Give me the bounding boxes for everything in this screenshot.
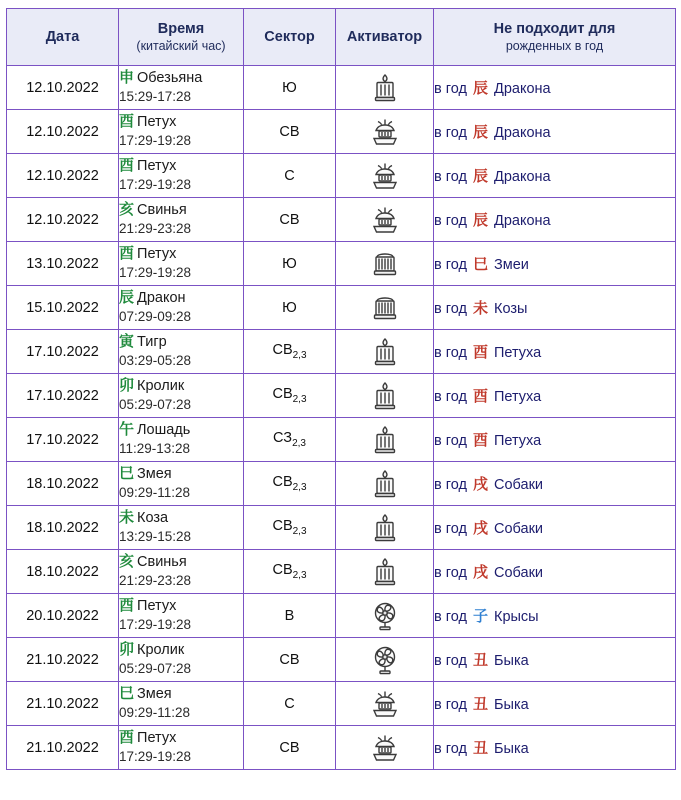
animal-line [119, 597, 243, 616]
cell-time [119, 242, 244, 286]
column-header-sector-title: Сектор [264, 28, 315, 45]
animal-line [119, 509, 243, 528]
unsuitable-animal: Собаки [494, 521, 544, 537]
unsuitable-animal: Дракона [494, 81, 551, 97]
sector-subindex: 2,3 [292, 481, 307, 493]
candle-icon [336, 379, 433, 413]
hours-range: 17:29-19:28 [119, 176, 192, 192]
unsuitable-prefix: в год [434, 389, 467, 405]
branch-character: 申 [119, 69, 135, 87]
cell-sector [244, 726, 336, 770]
hours-range: 09:29-11:28 [119, 704, 191, 720]
sector-label: СВ [272, 562, 293, 579]
unsuitable-prefix: в год [434, 741, 467, 757]
unsuitable-animal: Собаки [494, 477, 544, 493]
unsuitable-animal: Петуха [494, 389, 542, 405]
animal-name: Петух [137, 246, 177, 263]
hours-range: 07:29-09:28 [119, 308, 192, 324]
cell-activator [336, 66, 434, 110]
unsuitable-prefix: в год [434, 257, 467, 273]
unsuitable-branch-character: 丑 [472, 740, 488, 757]
fountain-icon [336, 115, 433, 149]
cell-unsuitable [434, 198, 676, 242]
cell-date: 17.10.2022 [7, 330, 119, 374]
cell-date: 12.10.2022 [7, 66, 119, 110]
hours-range: 11:29-13:28 [119, 440, 191, 456]
branch-character: 酉 [119, 729, 135, 747]
column-header-sector [244, 9, 336, 66]
unsuitable-branch-character: 戌 [472, 564, 488, 581]
cell-date: 21.10.2022 [7, 726, 119, 770]
cell-time [119, 550, 244, 594]
cell-activator [336, 682, 434, 726]
sector-label: В [284, 607, 295, 624]
fountain-icon [336, 159, 433, 193]
unsuitable-animal: Быка [494, 697, 529, 713]
cell-unsuitable [434, 66, 676, 110]
cell-date: 21.10.2022 [7, 638, 119, 682]
table-row [7, 66, 676, 110]
cell-sector [244, 594, 336, 638]
unsuitable-branch-character: 辰 [472, 124, 488, 141]
branch-character: 酉 [119, 157, 135, 175]
cell-time [119, 506, 244, 550]
column-header-date [7, 9, 119, 66]
table-row [7, 286, 676, 330]
unsuitable-prefix: в год [434, 125, 467, 141]
table-body [7, 66, 676, 770]
music-box-icon [336, 291, 433, 325]
column-header-activator-title: Активатор [346, 28, 423, 45]
column-header-time-title: Время [157, 20, 205, 37]
unsuitable-animal: Дракона [494, 213, 551, 229]
animal-name: Змея [137, 686, 172, 703]
cell-activator [336, 418, 434, 462]
cell-unsuitable [434, 418, 676, 462]
unsuitable-animal: Собаки [494, 565, 544, 581]
cell-sector [244, 462, 336, 506]
cell-activator [336, 374, 434, 418]
animal-name: Тигр [137, 334, 167, 351]
branch-character: 酉 [119, 597, 135, 615]
fan-icon [336, 643, 433, 677]
hours-range: 21:29-23:28 [119, 220, 192, 236]
cell-sector [244, 330, 336, 374]
unsuitable-branch-character: 酉 [472, 432, 488, 449]
branch-character: 巳 [119, 465, 135, 483]
music-box-icon [336, 247, 433, 281]
cell-unsuitable [434, 682, 676, 726]
cell-sector [244, 374, 336, 418]
unsuitable-animal: Петуха [494, 345, 542, 361]
cell-sector [244, 242, 336, 286]
unsuitable-prefix: в год [434, 433, 467, 449]
column-header-time-sub: (китайский час) [136, 38, 226, 53]
candle-icon [336, 467, 433, 501]
animal-name: Петух [137, 158, 177, 175]
cell-sector [244, 682, 336, 726]
cell-date: 18.10.2022 [7, 550, 119, 594]
sector-label: СВ [272, 474, 293, 491]
sector-label: Ю [282, 299, 297, 316]
table-header-row [7, 9, 676, 66]
cell-activator [336, 594, 434, 638]
cell-activator [336, 110, 434, 154]
table-row [7, 682, 676, 726]
table-row [7, 242, 676, 286]
table-row [7, 594, 676, 638]
unsuitable-prefix: в год [434, 81, 467, 97]
animal-line [119, 685, 243, 704]
unsuitable-branch-character: 戌 [472, 476, 488, 493]
unsuitable-animal: Быка [494, 741, 529, 757]
cell-unsuitable [434, 638, 676, 682]
branch-character: 午 [119, 421, 135, 439]
animal-line [119, 201, 243, 220]
sector-subindex: 2,3 [292, 393, 307, 405]
cell-unsuitable [434, 154, 676, 198]
table-row [7, 726, 676, 770]
cell-activator [336, 154, 434, 198]
cell-unsuitable [434, 506, 676, 550]
column-header-unsuitable-sub: рожденных в год [505, 38, 604, 53]
candle-icon [336, 423, 433, 457]
sector-label: СВ [272, 518, 293, 535]
cell-unsuitable [434, 374, 676, 418]
cell-date: 12.10.2022 [7, 154, 119, 198]
sector-subindex: 2,3 [292, 525, 307, 537]
fountain-icon [336, 731, 433, 765]
animal-name: Змея [137, 466, 172, 483]
unsuitable-prefix: в год [434, 169, 467, 185]
hours-range: 13:29-15:28 [119, 528, 192, 544]
cell-time [119, 110, 244, 154]
cell-sector [244, 638, 336, 682]
cell-time [119, 726, 244, 770]
cell-unsuitable [434, 286, 676, 330]
cell-time [119, 198, 244, 242]
sector-subindex: 2,3 [292, 569, 307, 581]
cell-sector [244, 66, 336, 110]
cell-time [119, 594, 244, 638]
unsuitable-prefix: в год [434, 477, 467, 493]
unsuitable-animal: Быка [494, 653, 529, 669]
cell-time [119, 418, 244, 462]
animal-line [119, 465, 243, 484]
cell-activator [336, 638, 434, 682]
unsuitable-branch-character: 戌 [472, 520, 488, 537]
cell-unsuitable [434, 242, 676, 286]
animal-name: Свинья [137, 554, 187, 571]
unsuitable-branch-character: 巳 [472, 256, 488, 273]
cell-date: 12.10.2022 [7, 110, 119, 154]
cell-unsuitable [434, 330, 676, 374]
sector-label: С [284, 695, 295, 712]
table-row [7, 462, 676, 506]
branch-character: 酉 [119, 113, 135, 131]
cell-time [119, 638, 244, 682]
cell-activator [336, 506, 434, 550]
column-header-date-title: Дата [45, 28, 80, 45]
table-row [7, 550, 676, 594]
fountain-icon [336, 203, 433, 237]
table-row [7, 330, 676, 374]
cell-date: 17.10.2022 [7, 418, 119, 462]
animal-line [119, 729, 243, 748]
branch-character: 卯 [119, 641, 135, 659]
column-header-activator [336, 9, 434, 66]
unsuitable-branch-character: 子 [472, 608, 488, 625]
cell-unsuitable [434, 726, 676, 770]
animal-line [119, 641, 243, 660]
animal-line [119, 245, 243, 264]
branch-character: 寅 [119, 333, 135, 351]
cell-time [119, 286, 244, 330]
animal-name: Дракон [137, 290, 186, 307]
cell-activator [336, 286, 434, 330]
hours-range: 15:29-17:28 [119, 88, 192, 104]
table-row [7, 418, 676, 462]
cell-activator [336, 550, 434, 594]
animal-line [119, 289, 243, 308]
unsuitable-branch-character: 酉 [472, 388, 488, 405]
branch-character: 卯 [119, 377, 135, 395]
table-row [7, 506, 676, 550]
unsuitable-branch-character: 辰 [472, 80, 488, 97]
cell-unsuitable [434, 110, 676, 154]
unsuitable-prefix: в год [434, 609, 467, 625]
animal-name: Лошадь [137, 422, 191, 439]
cell-unsuitable [434, 550, 676, 594]
sector-label: Ю [282, 79, 297, 96]
cell-activator [336, 726, 434, 770]
column-header-unsuitable [434, 9, 676, 66]
unsuitable-branch-character: 辰 [472, 168, 488, 185]
animal-name: Кролик [137, 378, 185, 395]
unsuitable-branch-character: 丑 [472, 652, 488, 669]
hours-range: 03:29-05:28 [119, 352, 192, 368]
sector-label: С [284, 167, 295, 184]
activator-table [6, 8, 676, 770]
column-header-unsuitable-title: Не подходит для [493, 20, 616, 37]
branch-character: 亥 [119, 201, 135, 219]
sector-subindex: 2,3 [292, 349, 307, 361]
hours-range: 05:29-07:28 [119, 396, 192, 412]
branch-character: 酉 [119, 245, 135, 263]
hours-range: 17:29-19:28 [119, 616, 192, 632]
table-row [7, 110, 676, 154]
sector-label: СВ [272, 342, 293, 359]
branch-character: 辰 [119, 289, 135, 307]
cell-unsuitable [434, 594, 676, 638]
hours-range: 09:29-11:28 [119, 484, 191, 500]
sector-label: СВ [279, 651, 300, 668]
cell-date: 13.10.2022 [7, 242, 119, 286]
branch-character: 亥 [119, 553, 135, 571]
unsuitable-animal: Петуха [494, 433, 542, 449]
unsuitable-animal: Козы [494, 301, 528, 317]
cell-time [119, 374, 244, 418]
unsuitable-branch-character: 未 [472, 300, 488, 317]
table-row [7, 198, 676, 242]
branch-character: 巳 [119, 685, 135, 703]
animal-name: Петух [137, 114, 177, 131]
cell-date: 18.10.2022 [7, 506, 119, 550]
unsuitable-animal: Дракона [494, 125, 551, 141]
unsuitable-prefix: в год [434, 521, 467, 537]
animal-name: Кролик [137, 642, 185, 659]
hours-range: 21:29-23:28 [119, 572, 192, 588]
hours-range: 17:29-19:28 [119, 748, 192, 764]
animal-name: Обезьяна [137, 70, 203, 87]
column-header-time [119, 9, 244, 66]
cell-sector [244, 418, 336, 462]
unsuitable-prefix: в год [434, 653, 467, 669]
hours-range: 05:29-07:28 [119, 660, 192, 676]
unsuitable-prefix: в год [434, 697, 467, 713]
cell-activator [336, 462, 434, 506]
cell-unsuitable [434, 462, 676, 506]
cell-date: 17.10.2022 [7, 374, 119, 418]
unsuitable-animal: Крысы [494, 609, 539, 625]
candle-icon [336, 555, 433, 589]
animal-line [119, 113, 243, 132]
cell-sector [244, 198, 336, 242]
candle-icon [336, 335, 433, 369]
branch-character: 未 [119, 509, 135, 527]
cell-activator [336, 242, 434, 286]
sector-subindex: 2,3 [292, 437, 306, 449]
unsuitable-animal: Дракона [494, 169, 551, 185]
unsuitable-branch-character: 丑 [472, 696, 488, 713]
cell-date: 20.10.2022 [7, 594, 119, 638]
unsuitable-animal: Змеи [494, 257, 529, 273]
candle-icon [336, 511, 433, 545]
animal-line [119, 333, 243, 352]
cell-time [119, 66, 244, 110]
table-header [7, 9, 676, 66]
cell-sector [244, 110, 336, 154]
sector-label: Ю [282, 255, 297, 272]
animal-name: Петух [137, 598, 177, 615]
animal-name: Коза [137, 510, 169, 527]
cell-time [119, 462, 244, 506]
cell-date: 18.10.2022 [7, 462, 119, 506]
hours-range: 17:29-19:28 [119, 264, 192, 280]
sector-label: СВ [272, 386, 293, 403]
cell-date: 15.10.2022 [7, 286, 119, 330]
cell-sector [244, 154, 336, 198]
animal-line [119, 377, 243, 396]
unsuitable-prefix: в год [434, 565, 467, 581]
cell-sector [244, 506, 336, 550]
sector-label: СЗ [273, 430, 293, 447]
unsuitable-prefix: в год [434, 301, 467, 317]
cell-activator [336, 198, 434, 242]
animal-line [119, 553, 243, 572]
fountain-icon [336, 687, 433, 721]
cell-time [119, 682, 244, 726]
animal-line [119, 421, 243, 440]
unsuitable-branch-character: 酉 [472, 344, 488, 361]
sector-label: СВ [279, 123, 300, 140]
unsuitable-branch-character: 辰 [472, 212, 488, 229]
cell-sector [244, 550, 336, 594]
cell-time [119, 330, 244, 374]
animal-line [119, 157, 243, 176]
candle-icon [336, 71, 433, 105]
animal-line [119, 69, 243, 88]
cell-date: 12.10.2022 [7, 198, 119, 242]
animal-name: Свинья [137, 202, 187, 219]
hours-range: 17:29-19:28 [119, 132, 192, 148]
animal-name: Петух [137, 730, 177, 747]
cell-activator [336, 330, 434, 374]
table-row [7, 374, 676, 418]
sector-label: СВ [279, 739, 300, 756]
cell-sector [244, 286, 336, 330]
unsuitable-prefix: в год [434, 345, 467, 361]
unsuitable-prefix: в год [434, 213, 467, 229]
table-row [7, 154, 676, 198]
table-row [7, 638, 676, 682]
cell-date: 21.10.2022 [7, 682, 119, 726]
cell-time [119, 154, 244, 198]
fan-icon [336, 599, 433, 633]
sector-label: СВ [279, 211, 300, 228]
